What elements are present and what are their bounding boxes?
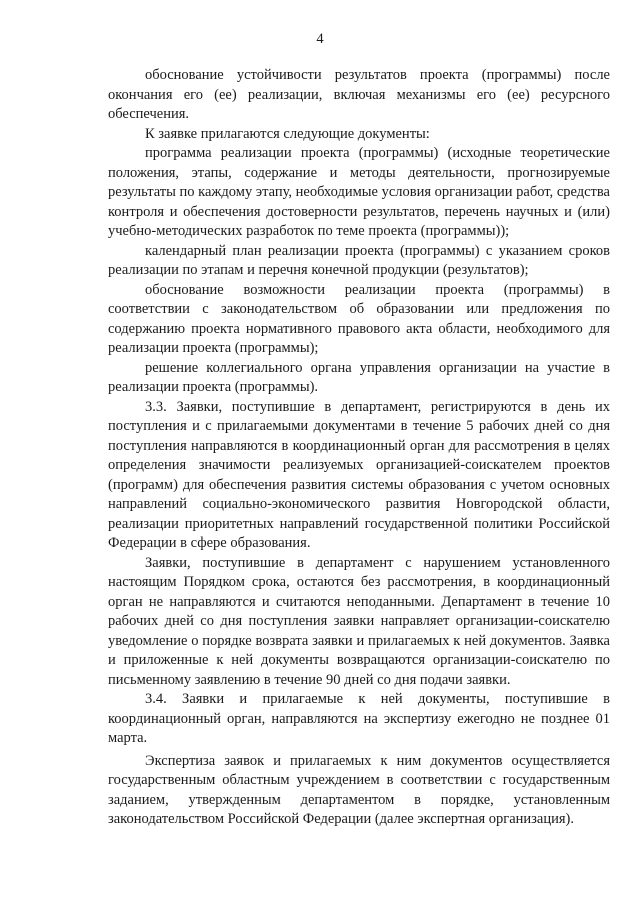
document-body bbox=[108, 66, 610, 830]
paragraph-attachments-intro: К заявке прилагаются следующие документы: bbox=[145, 125, 430, 142]
paragraph-section-3-3: 3.3. Заявки, поступившие в департамент, регистрируются в день их поступления и с прилагаемыми документами в течение 5 рабочих дней со дня поступления направляются в координационный орган для рассмотрения в целях определения значимости реализуемых организацией-соискателем проектов (программ) для обеспечения развития системы образования с учетом основных направлений социально-экономического развития Новгородской области, реализации приоритетных направлений государственной политики Российской Федерации в сфере образования. bbox=[108, 398, 610, 551]
paragraph-section-3-4: 3.4. Заявки и прилагаемые к ней документы, поступившие в координационный орган, направляются на экспертизу ежегодно не позднее 01 марта. bbox=[108, 691, 610, 746]
paragraph-collegial-decision: решение коллегиального органа управления организации на участие в реализации проекта (программы). bbox=[108, 359, 610, 395]
paragraph-sustainability: обоснование устойчивости результатов проекта (программы) после окончания его (ее) реализации, включая механизмы его (ее) ресурсного обеспечения. bbox=[108, 67, 610, 122]
paragraph-justification: обоснование возможности реализации проекта (программы) в соответствии с законодательством об образовании или предложения по содержанию проекта нормативного правового акта области, необходимого для реализации проекта (программы); bbox=[108, 281, 610, 356]
page-number: 4 bbox=[316, 31, 324, 47]
paragraph-program: программа реализации проекта (программы) (исходные теоретические положения, этапы, содержание и методы деятельности, прогнозируемые результаты по каждому этапу, необходимые условия организации работ, средства контроля и обеспечения достоверности результатов, перечень научных и (или) учебно-методических разработок по теме проекта (программы)); bbox=[108, 145, 610, 239]
paragraph-expertise: Экспертиза заявок и прилагаемых к ним документов осуществляется государственным областным учреждением в соответствии с государственным заданием, утвержденным департаментом в порядке, установленным законодательством Российской Федерации (далее экспертная организация). bbox=[108, 752, 610, 827]
paragraph-late-applications: Заявки, поступившие в департамент с нарушением установленного настоящим Порядком срока, остаются без рассмотрения, в координационный орган не направляются и считаются неподанными. Департамент в течение 10 рабочих дней со дня поступления заявки направляет организации-соискателю уведомление о порядке возврата заявки и прилагаемых к ней документов. Заявка и приложенные к ней документы возвращаются организации-соискателю по письменному заявлению в течение 90 дней со дня подачи заявки. bbox=[108, 554, 610, 688]
paragraph-calendar-plan: календарный план реализации проекта (программы) с указанием сроков реализации по этапам и перечня конечной продукции (результатов); bbox=[108, 242, 610, 278]
